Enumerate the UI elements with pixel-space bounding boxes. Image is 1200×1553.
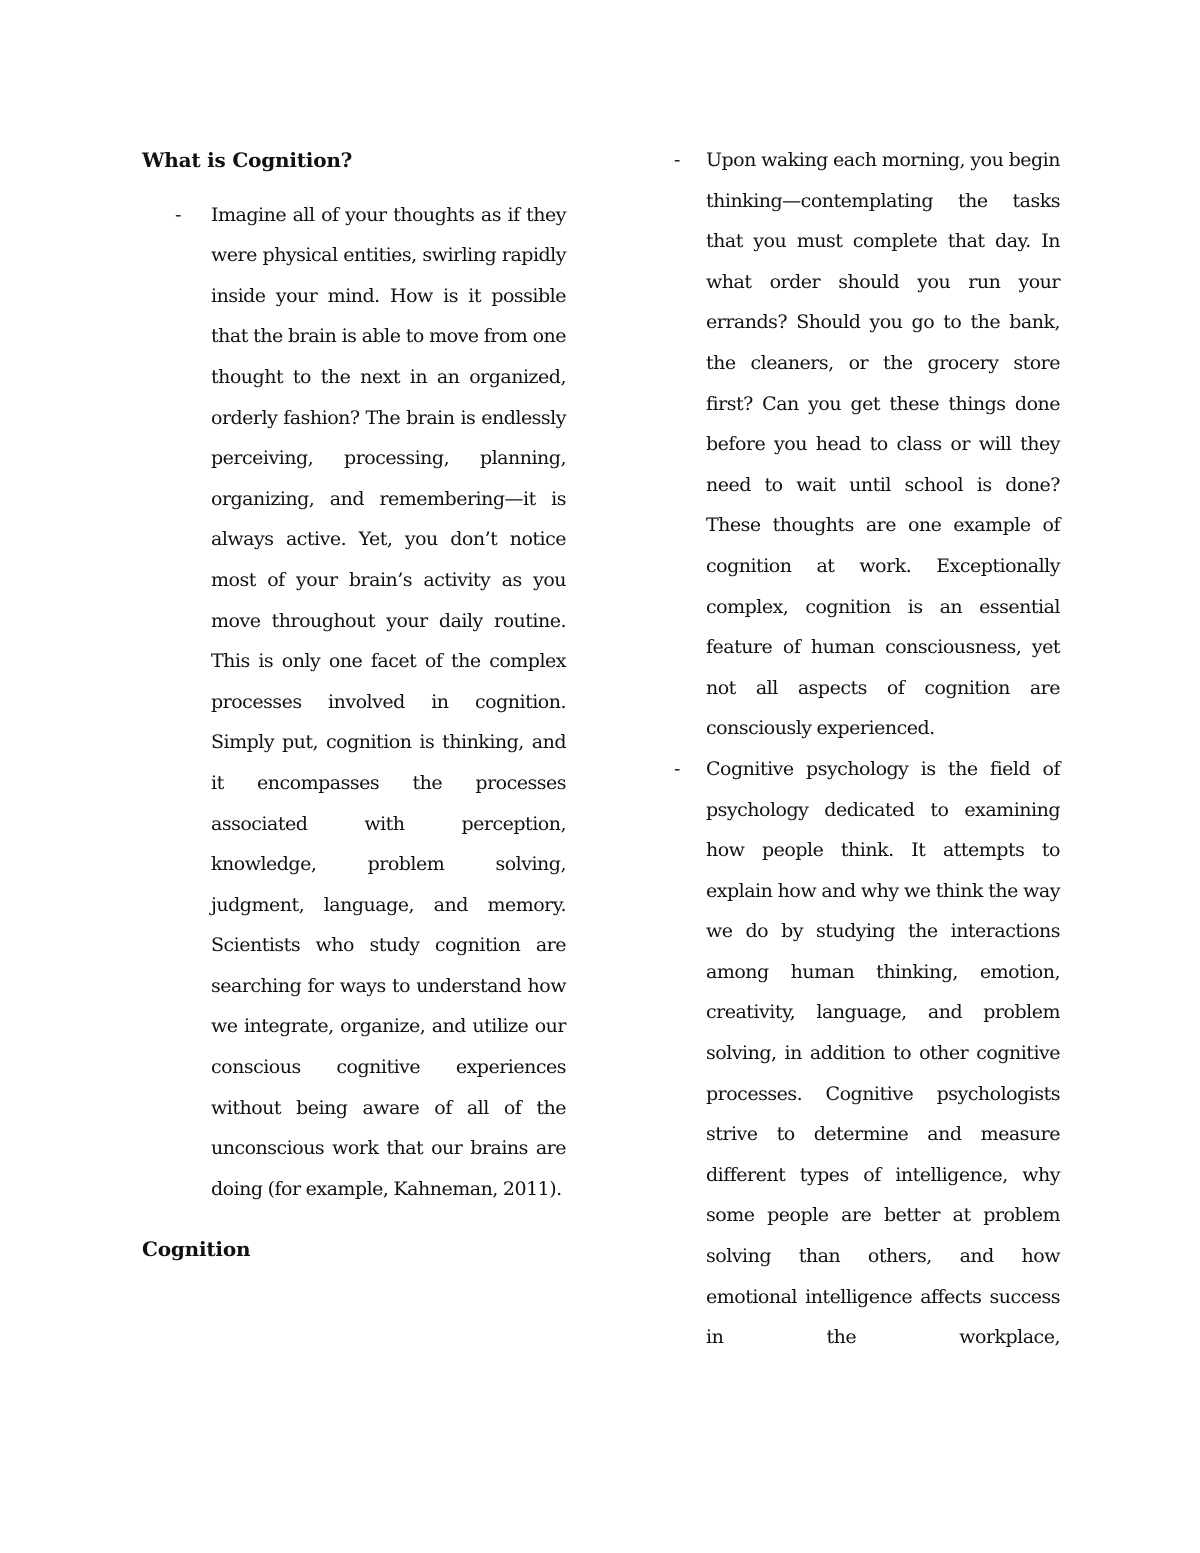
bullet-dash: - — [674, 757, 681, 780]
bullet-item-cognitive-psychology — [672, 749, 1060, 1358]
bullet-paragraph-upon-waking: Upon waking each morning, you begin thinking—contemplating the tasks that you must complete that day. In what order should you run your errands? Should you go to the bank, the cleaners, or the grocery store first? Can you get these things done before you head to class or will they need to wait until school is done? These thoughts are one example of cognition at work. Exceptionally complex, cognition is an essential feature of human consciousness, yet not all aspects of cognition are consciously experienced. — [706, 149, 1060, 740]
bullet-item-imagine — [142, 195, 566, 1210]
bullet-paragraph-cognitive-psychology: Cognitive psychology is the field of psychology dedicated to examining how people think. It attempts to explain how and why we think the way we do by studying the interactions among human thinking, emotion, creativity, language, and problem solving, in addition to other cognitive processes. Cognitive psychologists strive to determine and measure different types of intelligence, why some people are better at problem solving than others, and how emotional intelligence affects success in the workplace, — [706, 757, 1060, 1349]
bullet-dash: - — [175, 203, 182, 226]
bullet-paragraph-imagine: Imagine all of your thoughts as if they were physical entities, swirling rapidly inside your mind. How is it possible that the brain is able to move from one thought to the next in an organized, orderly fashion? The brain is endlessly perceiving, processing, planning, organizing, and remembering—it is always active. Yet, you don’t notice most of your brain’s activity as you move throughout your daily routine. This is only one facet of the complex processes involved in cognition. Simply put, cognition is thinking, and it encompasses the processes associated with perception, knowledge, problem solving, judgment, language, and memory. Scientists who study cognition are searching for ways to understand how we integrate, organize, and utilize our conscious cognitive experiences without being aware of all of the unconscious work that our brains are doing (for example, Kahneman, 2011). — [211, 203, 566, 1200]
right-column — [672, 140, 1060, 1358]
bullet-item-upon-waking — [672, 140, 1060, 749]
bullet-dash: - — [674, 149, 681, 171]
left-column — [142, 140, 566, 1270]
section-heading-what-is-cognition: What is Cognition? — [142, 148, 353, 172]
section-heading-cognition: Cognition — [142, 1237, 251, 1262]
